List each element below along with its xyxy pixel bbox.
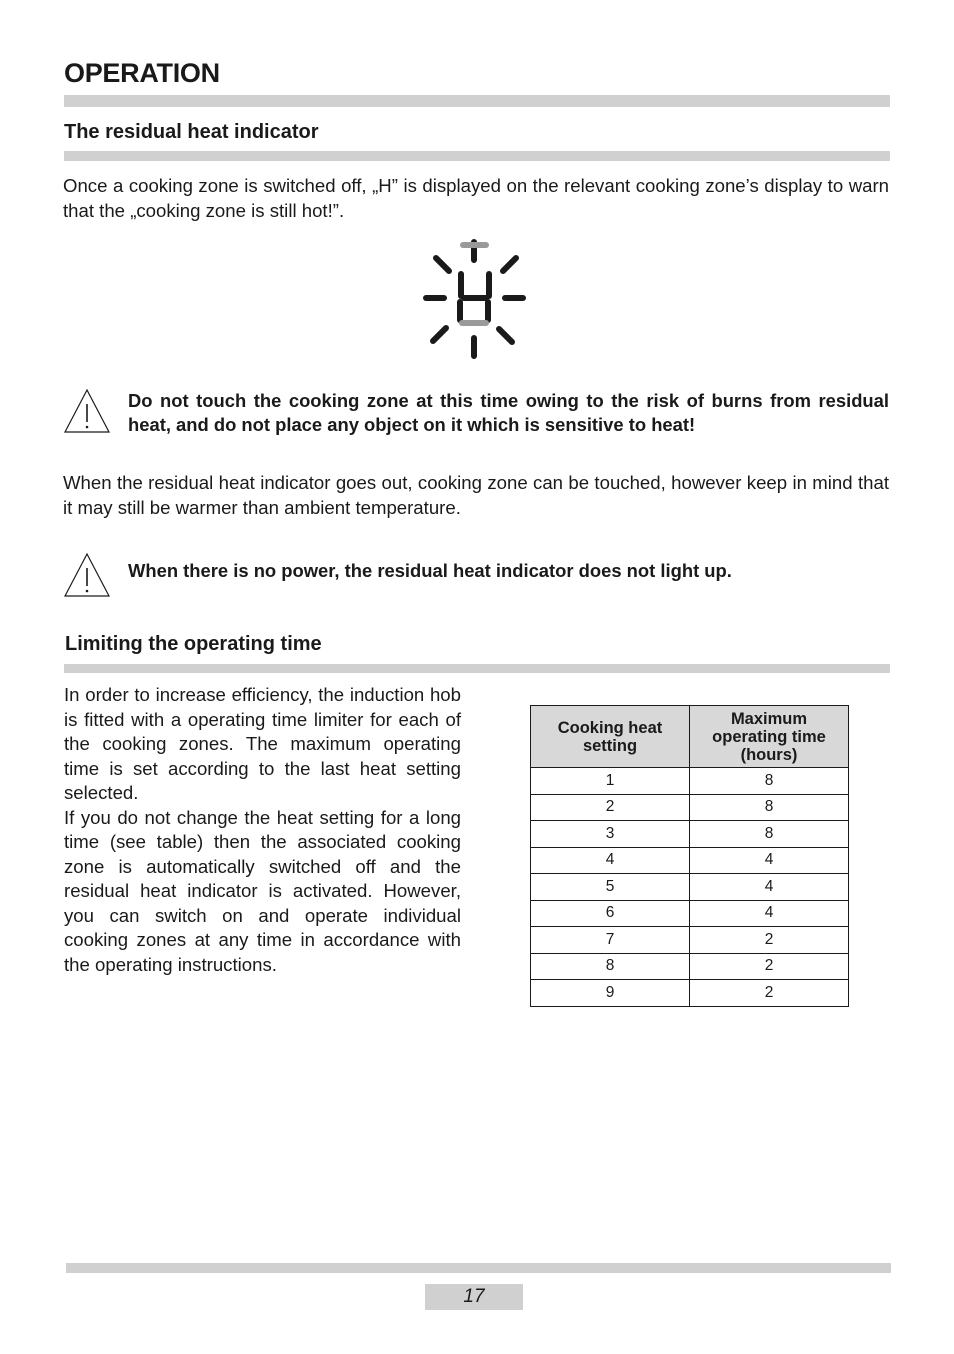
max-hours-cell: 2 (690, 927, 849, 954)
table-row (531, 953, 849, 980)
max-hours-cell: 2 (690, 980, 849, 1007)
table-row (531, 821, 849, 848)
limiting-time-body (64, 683, 461, 977)
warning-icon (63, 388, 111, 434)
table-row (531, 927, 849, 954)
limiting-time-text-1: In order to increase efficiency, the induction hob is fitted with a operating time limiter for each of the cooking zones. The maximum operating time is set according to the last heat setting selected. (64, 684, 461, 803)
operating-time-table (530, 705, 849, 1007)
heat-setting-cell: 3 (531, 821, 690, 848)
section-divider (64, 151, 890, 161)
table-row (531, 874, 849, 901)
section-divider (64, 664, 890, 673)
heat-setting-cell: 2 (531, 794, 690, 821)
heat-setting-cell: 1 (531, 768, 690, 795)
title-divider (64, 95, 890, 107)
max-hours-cell: 4 (690, 900, 849, 927)
max-hours-cell: 8 (690, 768, 849, 795)
table-row (531, 768, 849, 795)
max-hours-cell: 4 (690, 847, 849, 874)
heat-setting-cell: 8 (531, 953, 690, 980)
max-hours-cell: 8 (690, 794, 849, 821)
heat-setting-cell: 4 (531, 847, 690, 874)
table-row (531, 794, 849, 821)
header-max-operating-time: Maximum operating time (hours) (690, 706, 849, 768)
page-number: 17 (425, 1284, 523, 1310)
page-title: OPERATION (64, 58, 220, 88)
warning-burns-text: Do not touch the cooking zone at this time owing to the risk of burns from residual heat, and do not place any object on it which is sensitive to heat! (128, 390, 889, 435)
residual-heat-display-icon (418, 236, 532, 362)
warning-no-power-text: When there is no power, the residual heat indicator does not light up. (128, 560, 732, 581)
max-hours-cell: 4 (690, 874, 849, 901)
limiting-time-text-2: If you do not change the heat setting for a long time (see table) then the associated cooking zone is automatically switched off and the residual heat indicator is activated. However, you can switch on and operate individual cooking zones at any time in accordance with the operating instructions. (64, 806, 461, 975)
footer-divider (66, 1263, 891, 1273)
table-row (531, 980, 849, 1007)
warning-icon (63, 552, 111, 598)
residual-heat-after-text: When the residual heat indicator goes out, cooking zone can be touched, however keep in mind that it may still be warmer than ambient temperature. (63, 472, 889, 518)
residual-heat-intro: Once a cooking zone is switched off, „H” is displayed on the relevant cooking zone’s display to warn that the „cooking zone is still hot!”. (63, 175, 889, 221)
table-header-row (531, 706, 849, 768)
heat-setting-cell: 9 (531, 980, 690, 1007)
heat-setting-cell: 6 (531, 900, 690, 927)
max-hours-cell: 8 (690, 821, 849, 848)
limiting-time-heading: Limiting the operating time (65, 633, 322, 655)
max-hours-cell: 2 (690, 953, 849, 980)
residual-heat-heading: The residual heat indicator (64, 121, 319, 143)
table-row (531, 900, 849, 927)
table-row (531, 847, 849, 874)
heat-setting-cell: 7 (531, 927, 690, 954)
header-cooking-heat-setting: Cooking heat setting (531, 706, 690, 768)
heat-setting-cell: 5 (531, 874, 690, 901)
